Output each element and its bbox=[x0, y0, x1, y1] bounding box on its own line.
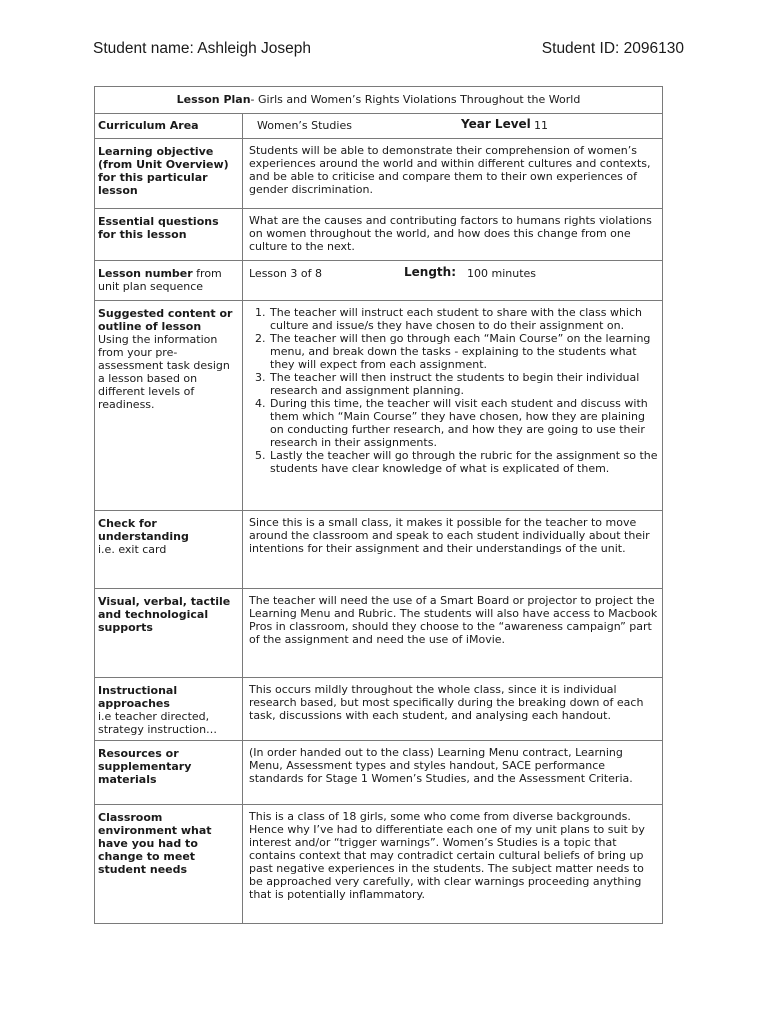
classroom-environment-row bbox=[95, 805, 662, 923]
lesson-plan-title-label: Lesson Plan bbox=[176, 93, 251, 106]
essential-questions-text: What are the causes and contributing factors to humans rights violations on women throughout the world, and how does this change from one culture to the next. bbox=[249, 214, 652, 253]
list-item: 1. The teacher will instruct each student to share with the class which culture and issue/s they have chosen to do their assignment on. bbox=[269, 306, 658, 332]
check-understanding-label: Check for understanding bbox=[98, 517, 189, 543]
suggested-content-row bbox=[95, 301, 662, 511]
list-item: 3. The teacher will then instruct the students to begin their individual research and assignment planning. bbox=[269, 371, 658, 397]
lesson-number-label: Lesson number bbox=[98, 267, 193, 280]
check-understanding-text: Since this is a small class, it makes it possible for the teacher to move around the classroom and speak to each student individually about their intentions for their assignment and their understandings of the unit. bbox=[249, 516, 650, 555]
suggested-content-label: Suggested content or outline of lesson bbox=[98, 307, 233, 333]
resources-label: Resources or supplementary materials bbox=[98, 747, 192, 786]
length-value: 100 minutes bbox=[467, 267, 537, 280]
classroom-environment-text: This is a class of 18 girls, some who come from diverse backgrounds. Hence why I’ve had to differentiate each one of my unit plans to suit by interest and/or “trigger warnings”. Women’s Studies is a topic that contains context that may contradict certain cultural beliefs of bring up past negative experiences in the students. The subject matter needs to be approached very carefully, with clear warnings proceeding anything that is potentially inflammatory. bbox=[249, 810, 645, 901]
year-level-label: Year Level bbox=[461, 117, 531, 131]
list-item: 4. During this time, the teacher will visit each student and discuss with them which “Main Course” they have chosen, how they are plaining on conducting further research, and how they are going to use their research in their assignments. bbox=[269, 397, 658, 449]
curriculum-area-row bbox=[95, 114, 662, 139]
check-understanding-row bbox=[95, 511, 662, 589]
learning-objective-row bbox=[95, 139, 662, 209]
year-level-value: 11 bbox=[534, 119, 548, 132]
supports-label: Visual, verbal, tactile and technological supports bbox=[98, 595, 231, 634]
lesson-number-value: Lesson 3 of 8 bbox=[249, 267, 322, 280]
lesson-plan-table bbox=[94, 86, 663, 924]
suggested-content-sublabel: Using the information from your pre-assessment task design a lesson based on different levels of readiness. bbox=[98, 333, 230, 411]
supports-text: The teacher will need the use of a Smart Board or projector to project the Learning Menu and Rubric. The students will also have access to Macbook Pros in classroom, should they choose to the “awareness campaign” part of the assignment and need the use of iMovie. bbox=[249, 594, 658, 646]
lesson-number-row bbox=[95, 261, 662, 301]
instructional-approaches-sublabel: i.e teacher directed, strategy instruction… bbox=[98, 710, 218, 736]
resources-row bbox=[95, 741, 662, 805]
student-name: Student name: Ashleigh Joseph bbox=[93, 40, 312, 57]
page-header bbox=[0, 40, 768, 62]
length-label: Length: bbox=[404, 265, 456, 279]
instructional-approaches-text: This occurs mildly throughout the whole class, since it is individual research based, but most specifically during the breaking down of each task, discussions with each student, and analysing each handout. bbox=[249, 683, 644, 722]
lesson-plan-title-row bbox=[95, 87, 662, 114]
learning-objective-label: Learning objective (from Unit Overview) for this particular lesson bbox=[98, 145, 229, 197]
supports-row bbox=[95, 589, 662, 678]
instructional-approaches-row bbox=[95, 678, 662, 741]
learning-objective-text: Students will be able to demonstrate their comprehension of women’s experiences around the world and within different cultures and contexts, and be able to criticise and compare them to their own experiences of gender discrimination. bbox=[249, 144, 651, 196]
curriculum-area-label: Curriculum Area bbox=[98, 119, 199, 132]
lesson-steps-list bbox=[248, 306, 658, 475]
list-item: 5. Lastly the teacher will go through the rubric for the assignment so the students have clear knowledge of what is explicated of them. bbox=[269, 449, 658, 475]
essential-questions-row bbox=[95, 209, 662, 261]
essential-questions-label: Essential questions for this lesson bbox=[98, 215, 219, 241]
lesson-plan-title: - Girls and Women’s Rights Violations Throughout the World bbox=[250, 93, 581, 106]
classroom-environment-label: Classroom environment what have you had to change to meet student needs bbox=[98, 811, 212, 876]
instructional-approaches-label: Instructional approaches bbox=[98, 684, 178, 710]
list-item: 2. The teacher will then go through each “Main Course” on the learning menu, and break down the tasks - explaining to the students what they will expect from each assignment. bbox=[269, 332, 658, 371]
curriculum-area-value: Women’s Studies bbox=[257, 119, 352, 132]
student-id: Student ID: 2096130 bbox=[541, 40, 684, 57]
lesson-number-sublabel: from unit plan sequence bbox=[98, 267, 222, 293]
check-understanding-sublabel: i.e. exit card bbox=[98, 543, 167, 556]
resources-text: (In order handed out to the class) Learning Menu contract, Learning Menu, Assessment types and styles handout, SACE performance standards for Stage 1 Women’s Studies, and the Assessment Criteria. bbox=[249, 746, 633, 785]
